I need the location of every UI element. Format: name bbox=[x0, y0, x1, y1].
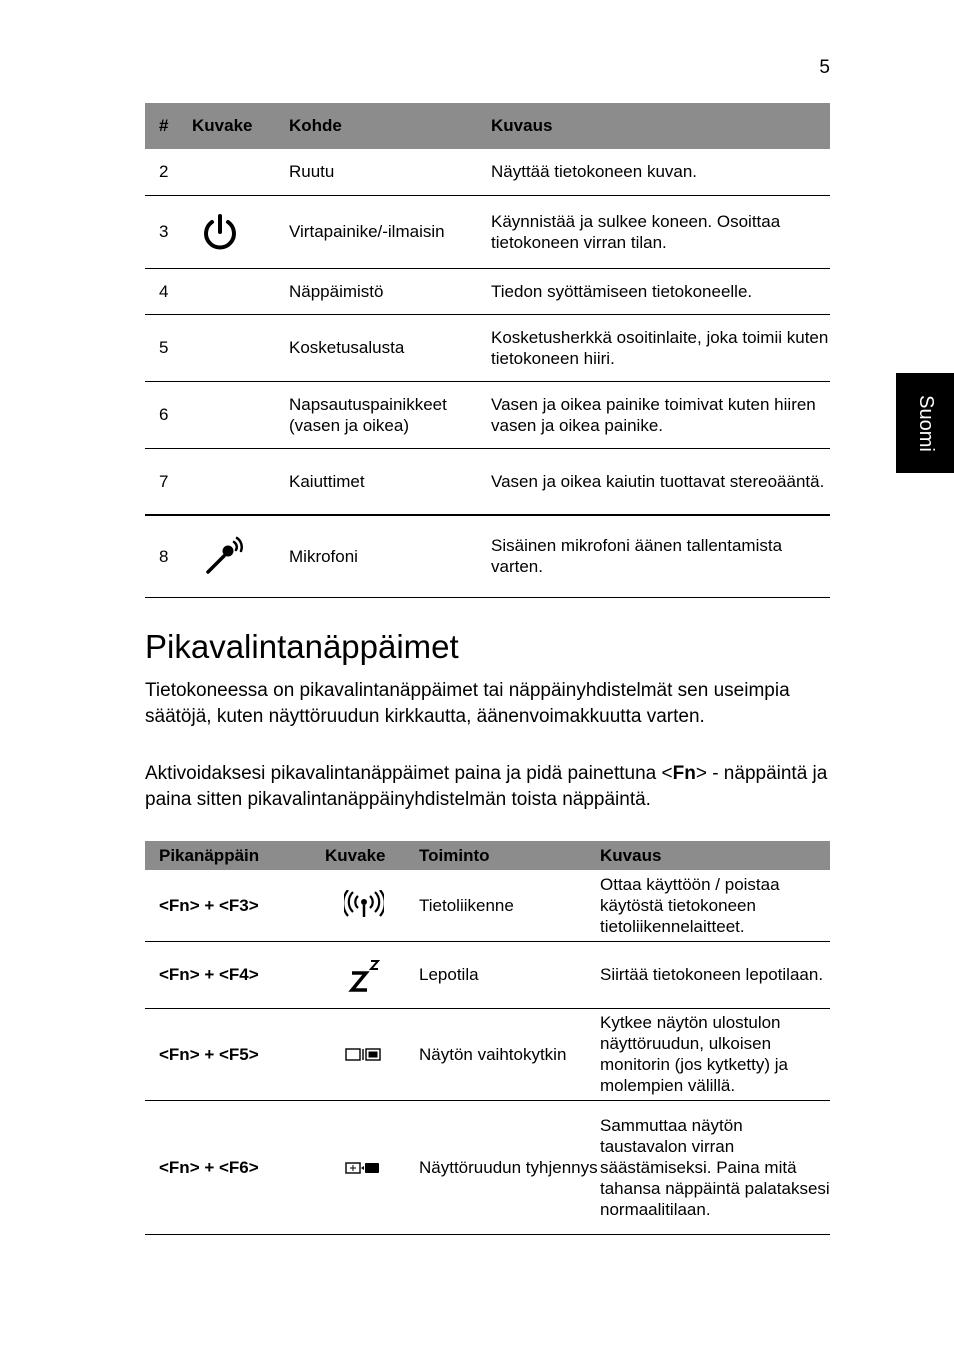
table-row bbox=[145, 941, 830, 1008]
hotkey-desc: Kytkee näytön ulostulon näyttöruudun, ulkoisen monitorin (jos kytketty) ja molempien välillä. bbox=[600, 1008, 830, 1100]
table-header-row bbox=[145, 103, 830, 149]
hotkey-desc: Ottaa käyttöön / poistaa käytöstä tietokoneen tietoliikennelaitteet. bbox=[600, 870, 830, 941]
hotkey-desc: Siirtää tietokoneen lepotilaan. bbox=[600, 941, 830, 1008]
table-row bbox=[145, 515, 830, 597]
header-icon: Kuvake bbox=[308, 841, 419, 870]
row-num: 2 bbox=[145, 149, 192, 195]
table-row bbox=[145, 870, 830, 941]
hotkey-function: Tietoliikenne bbox=[419, 870, 600, 941]
header-desc: Kuvaus bbox=[489, 103, 830, 149]
display-toggle-icon bbox=[344, 1047, 384, 1063]
table-row bbox=[145, 1008, 830, 1100]
microphone-icon bbox=[200, 534, 250, 578]
hotkey-function: Näytön vaihtokytkin bbox=[419, 1008, 600, 1100]
row-item: Ruutu bbox=[289, 149, 489, 195]
row-icon-cell bbox=[192, 381, 289, 448]
row-item: Mikrofoni bbox=[289, 515, 489, 597]
row-num: 8 bbox=[145, 515, 192, 597]
row-item: Kosketusalusta bbox=[289, 314, 489, 381]
header-icon: Kuvake bbox=[192, 103, 289, 149]
row-num: 7 bbox=[145, 448, 192, 515]
instruction-paragraph bbox=[145, 761, 835, 813]
row-desc: Näyttää tietokoneen kuvan. bbox=[489, 149, 830, 195]
table-row bbox=[145, 381, 830, 448]
sleep-icon bbox=[344, 955, 384, 995]
header-num: # bbox=[145, 103, 192, 149]
table-row bbox=[145, 314, 830, 381]
table-row bbox=[145, 1100, 830, 1234]
row-item: Näppäimistö bbox=[289, 268, 489, 314]
row-item: Kaiuttimet bbox=[289, 448, 489, 515]
hotkey-icon-cell bbox=[308, 941, 419, 1008]
row-desc: Sisäinen mikrofoni äänen tallentamista varten. bbox=[489, 515, 830, 597]
row-item: Napsautuspainikkeet (vasen ja oikea) bbox=[289, 381, 489, 448]
hotkey-icon-cell bbox=[308, 1008, 419, 1100]
row-num: 4 bbox=[145, 268, 192, 314]
row-desc: Tiedon syöttämiseen tietokoneelle. bbox=[489, 268, 830, 314]
row-desc: Vasen ja oikea painike toimivat kuten hiiren vasen ja oikea painike. bbox=[489, 381, 830, 448]
row-item: Virtapainike/-ilmaisin bbox=[289, 195, 489, 268]
row-icon-cell bbox=[192, 268, 289, 314]
table-row bbox=[145, 448, 830, 515]
hotkey-icon-cell bbox=[308, 870, 419, 941]
hotkey-desc: Sammuttaa näytön taustavalon virran säästämiseksi. Paina mitä tahansa näppäintä palataksesi normaalitilaan. bbox=[600, 1100, 830, 1234]
hotkey-table bbox=[145, 841, 830, 1235]
screen-blank-icon bbox=[344, 1160, 384, 1176]
hotkey-function: Lepotila bbox=[419, 941, 600, 1008]
hotkey-combo: <Fn> + <F5> bbox=[145, 1008, 308, 1100]
row-icon-cell bbox=[192, 195, 289, 268]
row-num: 6 bbox=[145, 381, 192, 448]
power-icon bbox=[200, 212, 240, 252]
table-header-row bbox=[145, 841, 830, 870]
row-num: 5 bbox=[145, 314, 192, 381]
row-icon-cell bbox=[192, 314, 289, 381]
header-item: Kohde bbox=[289, 103, 489, 149]
row-desc: Kosketusherkkä osoitinlaite, joka toimii kuten tietokoneen hiiri. bbox=[489, 314, 830, 381]
row-icon-cell bbox=[192, 149, 289, 195]
fn-key-label: Fn bbox=[672, 763, 696, 784]
hotkey-icon-cell bbox=[308, 1100, 419, 1234]
instruction-text-pre: Aktivoidaksesi pikavalintanäppäimet paina ja pidä painettuna < bbox=[145, 763, 673, 784]
header-function: Toiminto bbox=[419, 841, 600, 870]
hotkey-combo: <Fn> + <F4> bbox=[145, 941, 308, 1008]
instruction-text-post: > - näppäintä ja paina sitten pikavalintanäppäinyhdistelmän toista näppäintä. bbox=[145, 763, 828, 810]
header-key: Pikanäppäin bbox=[145, 841, 308, 870]
header-desc: Kuvaus bbox=[600, 841, 830, 870]
row-desc: Vasen ja oikea kaiutin tuottavat stereoääntä. bbox=[489, 448, 830, 515]
intro-paragraph: Tietokoneessa on pikavalintanäppäimet tai näppäinyhdistelmät sen useimpia säätöjä, kuten näyttöruudun kirkkautta, äänenvoimakkuutta varten. bbox=[145, 680, 790, 727]
section-title: Pikavalintanäppäimet bbox=[145, 628, 459, 665]
page-number: 5 bbox=[819, 57, 830, 78]
row-desc: Käynnistää ja sulkee koneen. Osoittaa tietokoneen virran tilan. bbox=[489, 195, 830, 268]
language-side-tab bbox=[896, 373, 954, 473]
table-row bbox=[145, 149, 830, 195]
row-icon-cell bbox=[192, 448, 289, 515]
wireless-icon bbox=[344, 890, 384, 920]
row-num: 3 bbox=[145, 195, 192, 268]
hotkey-combo: <Fn> + <F6> bbox=[145, 1100, 308, 1234]
row-icon-cell bbox=[192, 515, 289, 597]
hotkey-combo: <Fn> + <F3> bbox=[145, 870, 308, 941]
hotkey-function: Näyttöruudun tyhjennys bbox=[419, 1100, 600, 1234]
language-label: Suomi bbox=[914, 394, 937, 452]
table-row bbox=[145, 195, 830, 268]
components-table bbox=[145, 103, 830, 598]
table-row bbox=[145, 268, 830, 314]
